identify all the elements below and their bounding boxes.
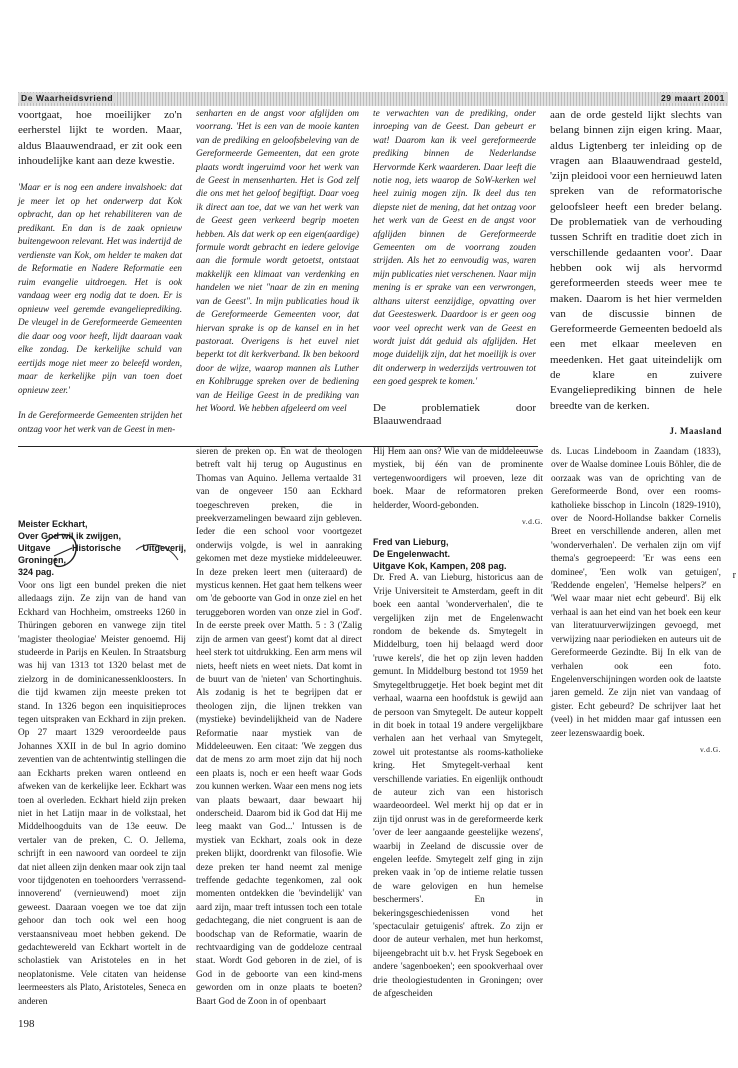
review-text: Voor ons ligt een bundel preken die niet alledaags zijn. Ze zijn van de hand van Eckhard van Hochheim, omstreeks 1260 in Thüringen geboren en vanwege zijn titel 'magister theologiae' Meister genoemd. Hij studeerde in Parijs en Keulen. In Straatsburg was hij van 1313 tot 1320 belast met de zielzorg in de dominicanessenkloosters. In die tijd kwamen zijn meeste preken tot stand. In 1326 begon een inquisitieproces tegen uitspraken van Eckhard in zijn preken. Op 27 maart 1329 veroordeelde paus Johannes XXII in de bul In agrio domino zeventien van de achtentwintig stellingen die aan Eckharts preken waren ontleend en afweken van de kerkelijke leer. Eckhart was toen al overleden. Eckhart hield zijn preken niet in het Latijn maar in de volkstaal, het Middelhoogduits van de 13e eeuw. De vertaler van de preken, C. O. Jellema, schrijft in een nawoord van oordeel te zijn dat niet alleen zijn denken maar ook zijn taal voor tijdgenoten en toehoorders 'verrassend-innoverend' (vernieuwend) moet zijn geweest. Daaraan voegen we toe dat zijn gehoor dan toch ook wel een hoog verstaansniveau moet hebben gekend. De gedachtewereld van Eckhart wortelt in de scholastiek van Aristoteles en in het neoplatonisme. Vele citaten van heidense leermeesters als Plato, Aristoteles, Seneca en anderen	[18, 581, 186, 1007]
review-eckhart-col-1	[18, 518, 186, 1009]
book-title: De Engelenwacht.	[373, 549, 451, 560]
top-col-2	[196, 108, 359, 416]
review-col-3	[373, 446, 543, 1001]
issue-date: 29 maart 2001	[658, 93, 728, 103]
review-lieburg-col-2	[551, 446, 721, 756]
review-text: Hij Hem aan ons? Wie van de middeleeuwse mystiek, bij één van de prominente vertegenwoordigers wil proeven, leze dit boek. Maar de reformatoren preken helderder, Woord-gebonden.	[373, 447, 543, 511]
reviewer-initials: v.d.G.	[521, 517, 543, 527]
review-text: ds. Lucas Lindeboom in Zaandam (1833), over de Waalse dominee Louis Böhler, die de oorzaak was van de oprichting van de Gereformeerde Bond, over een rooms-katholieke bisschop in Lincoln (1829-1910), over de Noord-Hollandse bakker Cornelis Breet en verschillende anderen, allen met 'wonderverhalen'. De verhalen zijn om vijf thema's gegroepeerd: 'Er was eens een dominee', 'Een wolk van getuigen', 'Reddende engelen', 'Hemelse helpers?' en 'Wel waar maar niet echt gebeurd'. Bij elk verhaal is aan het eind van het boek een keur van literatuurverwijzingen gevoegd, met verwijzing naar periodieken en auteurs uit de Gereformeerde Gezindte. Bij In elk van de verhalen ook een foto. Engelenverschijningen worden ook de laatste jaren gemeld. Ze zijn niet van vandaag of gister. Echt gebeurd? De schrijver laat het (veel) in het midden maar gaf intussen een zeer lezenswaardig boek.	[551, 447, 721, 739]
paragraph: voortgaat, hoe moeilijker zo'n eerherstel lijkt te worden. Maar, aldus Blaauwendraad, er zit ook een inhoudelijke kant aan deze kwestie.	[18, 109, 182, 167]
reviewer-initials: v.d.G.	[699, 744, 721, 754]
book-publisher: Uitgave Kok, Kampen, 208 pag.	[373, 561, 507, 572]
book-pages: 324 pag.	[18, 567, 55, 577]
top-col-3	[373, 108, 536, 428]
paragraph: te verwachten van de prediking, onder inroeping van de Geest. Dan gebeurt er wat! Daarom kan ik veel gereformeerde prediking binnen de Nederlandse Hervormde Kerk waarderen. Daar leeft die notie nog, iets waarop de SoW-kerken wel heel zuinig mogen zijn. Ik deel dus ten diepste niet de mening, dat het ontzag voor het werk van de Geest en de angst voor afglijden binnen de Gereformeerde Gemeenten om de voorrang zouden strijden. Als het zo eenvoudig was, waren mijn publicaties niet verschenen. Naar mijn mening is er sprake van een verwrongen, althans uiterst eenzijdige, opvatting over dat Geesteswerk. Daardoor is er geen oog voor veel oprecht werk van de Geest en wordt juist dát geduid als afglijden. Het moge duidelijk zijn, dat het moeilijk is over dit onderwerp in wederzijds vertrouwen tot een goed gesprek te komen.'	[373, 109, 536, 388]
top-col-1	[18, 108, 182, 436]
paragraph: aan de orde gesteld lijkt slechts van belang binnen zijn eigen kring. Maar, aldus Ligtenberg ter inleiding op de vragen aan Blaauwendraad gesteld, 'zijn pleidooi voor een hernieuwd laten spreken van de reformatorische geloofsleer heeft een breder belang. De problematiek van de verhouding tussen Schrift en traditie doet zich in verschillende gedaanten voor'. Daar hebben ook wij als hervormd gereformeerden steeds weer mee te maken. Daarom is het hier vermelden van de discussie binnen de Gereformeerde Gemeenten bedoeld als een met elkaar meeleven en meedenken. Het gaat uiteindelijk om de klare en zuivere Evangelieprediking binnen de hele breedte van de kerken.	[550, 109, 722, 412]
section-subtitle: De problematiek door Blaauwendraad	[373, 401, 536, 427]
paragraph: In de Gereformeerde Gemeenten strijden het ontzag voor het werk van de Geest in men-	[18, 410, 182, 434]
pen-scribble	[18, 520, 188, 580]
paragraph: senharten en de angst voor afglijden om voorrang. 'Het is een van de mooie kanten van de prediking en geloofsbeleving van de Gereformeerde Gemeenten, dat een grote plaats wordt ingeruimd voor het werk van de Geest in mensenharten. Het is God zelf die ons met het geloof begiftigt. Daar voeg ik direct aan toe, dat we van het werk van de Geest geen verkeerd begrip moeten hebben. Als dat werk op een eigen(aardige) formule wordt gebracht en iedere gelovige aan die formule wordt getoetst, ontstaat makkelijk een klimaat van verdenking en handelen we niet "naar de zin en mening van de Geest". In mijn publicaties houd ik de Gereformeerde Gemeenten voor, dat hiervan sprake is op de kansel en in het pastoraat. Overigens is het euvel niet beperkt tot dit kerkverband. Ik ben bekoord door de wijze, waarop mannen als Luther en Kohlbrugge spreken over de bediening van de Heilige Geest in de prediking van het Woord. We hebben afgeleerd om veel	[196, 109, 359, 414]
author-signature: J. Maasland	[669, 425, 722, 436]
book-info	[373, 536, 543, 572]
edge-mark: r	[732, 570, 736, 581]
journal-name: De Waarheidsvriend	[18, 93, 116, 103]
book-publisher: Uitgave Historische Uitgeverij, Groningen,	[18, 543, 186, 565]
review-text: Dr. Fred A. van Lieburg, historicus aan de Vrije Universiteit te Amsterdam, geeft in dit boek een aantal 'wonderverhalen', die te vergelijken zijn met de Engelenwacht rondom de bekende ds. Smytegelt in Middelburg, toen hij belaagd werd door 'ruwe kerels', die het op zijn leven hadden gemunt. In Middelburg bestond tot 1959 het Smytegeltbruggetje. Het boek begint met dit verhaal, waarna een hoofdstuk is gewijd aan de persoon van Smytegelt. De auteur koppelt in dit boek in totaal 19 andere vergelijkbare verhalen aan het verhaal van Smytegelt, zowel uit protestantse als rooms-katholieke kring. Het Smytegelt-verhaal kent verschillende variaties. En eigenlijk onthoudt de auteur zich van een historisch waardeoordeel. Wel merkt hij op dat er in zijn tijd onrust was in de gereformeerde kerk 'over de leer aangaande geestelijke wezens', waarbij in Zeeland de discussie over de engelen leefde. Smytegelt zelf ging in zijn preken vaak in 'op de intieme relatie tussen de ware gelovigen en hun hemelse beschermers'. En in bekeringsgeschiedenissen vond het 'spectaculair getuigenis' aftrek. Zo zijn er door de auteur verhalen, met hun herkomst, bijeengebracht uit b.v. het Frysk Segeboek en andere 'sagenboeken'; een spookverhaal over drie theologiestudenten in Groningen; over de afgescheiden	[373, 573, 543, 1000]
book-title: Over God wil ik zwijgen,	[18, 531, 122, 541]
review-eckhart-col-2	[196, 446, 362, 1009]
book-author: Fred van Lieburg,	[373, 537, 449, 548]
top-col-4	[550, 108, 722, 439]
quote: 'Maar er is nog een andere invalshoek: dat je meer let op het onderwerp dat Kok opbracht, dan op het rehabiliteren van de predikant. En dan is de zaak opnieuw buitengewoon relevant. Het was indertijd de verdienste van Kok, om helder te maken dat de Reformatie en Nadere Reformatie een ruim evangelie uitdroegen. Het is ook vandaag weer erg nodig dat te doen. Er is opnieuw veel geremde evangelieprediking. De vleugel in de Gereformeerde Gemeenten die daar oog voor heeft, lijdt daaraan vaak elke zondag. De kerkelijke schuld van eertijds moge niet meer zo beleefd worden, maar de kerkelijke pijn van toen doet opnieuw zeer.'	[18, 182, 182, 395]
running-header	[18, 92, 728, 106]
review-text: sieren de preken op. En wat de theologen betreft valt hij terug op Augustinus en Thomas van Aquino. Jellema vertaalde 31 van de ongeveer 150 aan Eckhard toegeschreven preken, die in preekverzamelingen bewaard zijn gebleven. Ieder die een school voor voortgezet onderwijs volgde, is wel in aanraking gekomen met deze mystieke middeleeuwer. In deze preken leert men (uiteraard) de mysticus kennen. Het gaat hem telkens weer om 'de geboorte van God in onze ziel en het teruggeboren worden van onze ziel in God'. In de eerste preek over Matth. 5 : 3 ('Zalig zijn de armen van geest') komt dat al direct heel sterk tot uitdrukking. Een arm mens wil niets, heeft niets en weet niets. Dat komt in de buurt van de 'nieten' van Schortinghuis. Als zodanig is het te begrijpen dat er theologen zijn, die lijnen trekken van (mystieke) bevindelijkheid van de Nadere Reformatie naar mystiek van de Middeleeuwen. Een citaat: 'We zeggen dus dat de mens zo arm moet zijn dat hij noch een plaats is, noch er een heeft waar Gods zou kunnen werken. Waar een mens nog iets van plaats bewaart, daar bewaart hij onderscheid. Daarom bid ik God dat Hij me leeg maakt van God...' Intussen is de mystiek van Eckhart, zoals ook in deze preken blijkt, doordrenkt van filosofie. Wie deze preken ter hand neemt zal menige treffende gedachte tegenkomen, zal ook momenten ontdekken die 'bevindelijk' van aard zijn, maar treft intussen toch een totale gedachtegang, die niet congruent is aan de boodschap van de Reformatie, waarin de rechtvaardiging van de goddeloze centraal staat. Wordt God geboren in de ziel, of is God in de geboorte van een kind-mens geworden om in onze plaats te boeten? Baart God de Zoon in of openbaart	[196, 447, 362, 1007]
book-author: Meister Eckhart,	[18, 519, 88, 529]
page-number: 198	[18, 1018, 35, 1030]
